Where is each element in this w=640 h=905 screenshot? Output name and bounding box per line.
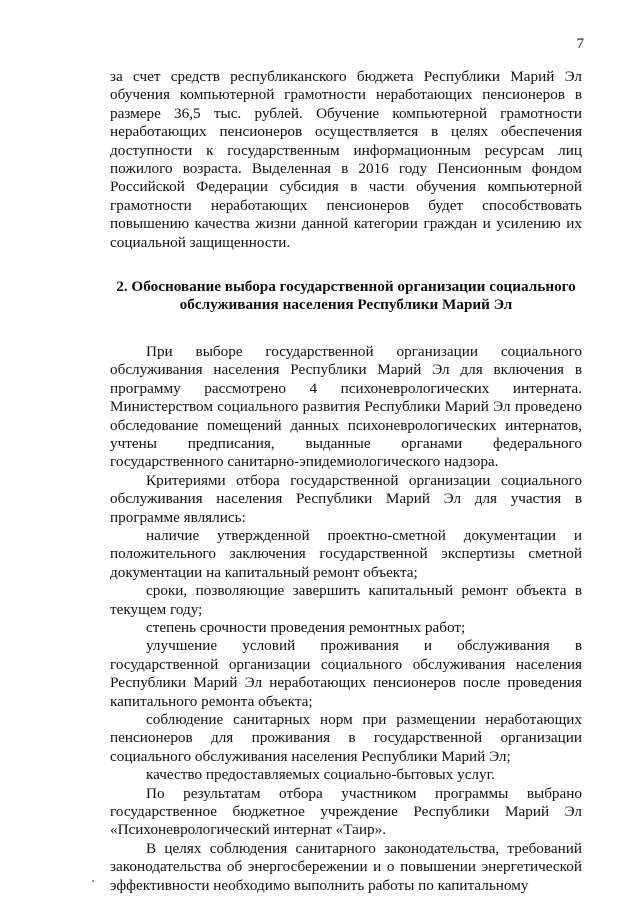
paragraph-selection-intro: При выборе государственной организации социального обслуживания населения Республики Марий Эл для включения в программу рассмотрено 4 психоневрологических интерната. Министерством социального развития Республики Марий Эл проведено обследование помещений данных психоневрологических интернатов, учтены предписания, выданные органами федерального государственного санитарно-эпидемиологического надзора.	[110, 342, 582, 471]
criteria-item: степень срочности проведения ремонтных работ;	[146, 618, 466, 636]
criteria-item: улучшение условий проживания и обслуживания в государственной организации социального обслуживания населения Республики Марий Эл неработающих пенсионеров после проведения капитального ремонта объекта;	[110, 637, 582, 710]
paragraph-selection-result: По результатам отбора участником программы выбрано государственное бюджетное учреждение Республики Марий Эл «Психоневрологический интернат «Таир».	[110, 784, 582, 839]
document-body	[110, 68, 582, 895]
section-heading-line-2: обслуживания населения Республики Марий Эл	[179, 296, 513, 314]
section-heading-line-1: 2. Обоснование выбора государственной организации социального	[116, 278, 576, 296]
criteria-item: сроки, позволяющие завершить капитальный ремонт объекта в текущем году;	[110, 582, 582, 618]
criteria-item: наличие утвержденной проектно-сметной документации и положительного заключения государственной экспертизы сметной документации на капитальный ремонт объекта;	[110, 526, 582, 581]
criteria-item: соблюдение санитарных норм при размещении неработающих пенсионеров для проживания в государственной организации социального обслуживания населения Республики Марий Эл;	[110, 711, 582, 765]
page-number: 7	[576, 36, 584, 52]
section-heading	[110, 278, 582, 315]
paragraph-continuation: за счет средств республиканского бюджета Республики Марий Эл обучения компьютерной грамотности неработающих пенсионеров в размере 36,5 тыс. рублей. Обучение компьютерной грамотности неработающих пенсионеров осуществляется в целях обеспечения доступности к государственным информационным ресурсам лиц пожилого возраста. Выделенная в 2016 году Пенсионным фондом Российской Федерации субсидия в части обучения компьютерной грамотности неработающих пенсионеров будет способствовать повышению качества жизни данной категории граждан и усилению их социальной защищенности.	[110, 68, 582, 251]
paragraph-criteria-intro: Критериями отбора государственной организации социального обслуживания населения Республики Марий Эл для участия в программе являлись:	[110, 471, 582, 526]
criteria-item: качество предоставляемых социально-бытовых услуг.	[146, 766, 495, 784]
scan-speck	[92, 880, 94, 882]
paragraph-repair-need: В целях соблюдения санитарного законодательства, требований законодательства об энергосбережении и о повышении энергетической эффективности необходимо выполнить работы по капитальному	[110, 839, 582, 894]
